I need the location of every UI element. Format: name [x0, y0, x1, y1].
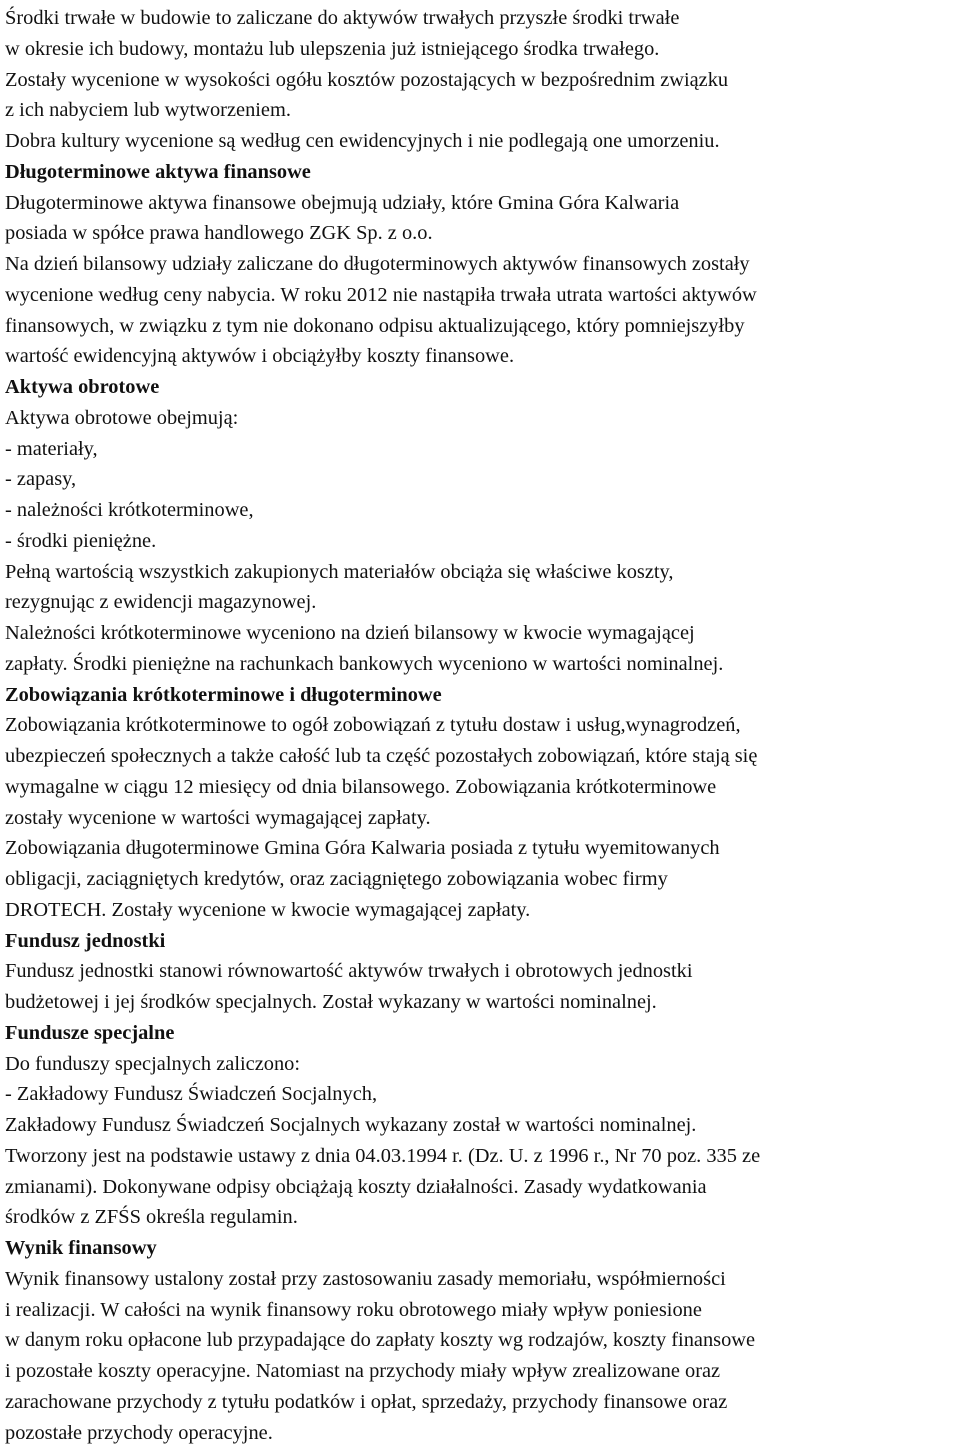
text-line: Zostały wycenione w wysokości ogółu kosztów pozostających w bezpośrednim związku — [5, 65, 960, 96]
text-line: Zakładowy Fundusz Świadczeń Socjalnych wykazany został w wartości nominalnej. — [5, 1110, 960, 1141]
text-line: środków z ZFŚS określa regulamin. — [5, 1202, 960, 1233]
text-line: - materiały, — [5, 434, 960, 465]
section-heading: Fundusze specjalne — [5, 1018, 960, 1049]
section-heading: Wynik finansowy — [5, 1233, 960, 1264]
text-line: Pełną wartością wszystkich zakupionych materiałów obciąża się właściwe koszty, — [5, 557, 960, 588]
text-line: DROTECH. Zostały wycenione w kwocie wymagającej zapłaty. — [5, 895, 960, 926]
text-line: i realizacji. W całości na wynik finansowy roku obrotowego miały wpływ poniesione — [5, 1295, 960, 1326]
section-heading: Aktywa obrotowe — [5, 372, 960, 403]
text-line: z ich nabyciem lub wytworzeniem. — [5, 95, 960, 126]
text-line: Zobowiązania krótkoterminowe to ogół zobowiązań z tytułu dostaw i usług,wynagrodzeń, — [5, 710, 960, 741]
text-line: zmianami). Dokonywane odpisy obciążają koszty działalności. Zasady wydatkowania — [5, 1172, 960, 1203]
text-line: budżetowej i jej środków specjalnych. Został wykazany w wartości nominalnej. — [5, 987, 960, 1018]
text-line: Należności krótkoterminowe wyceniono na dzień bilansowy w kwocie wymagającej — [5, 618, 960, 649]
section-heading: Długoterminowe aktywa finansowe — [5, 157, 960, 188]
text-line: wycenione według ceny nabycia. W roku 2012 nie nastąpiła trwała utrata wartości aktywów — [5, 280, 960, 311]
text-line: zarachowane przychody z tytułu podatków i opłat, sprzedaży, przychody finansowe oraz — [5, 1387, 960, 1418]
text-line: wartość ewidencyjną aktywów i obciążyłby koszty finansowe. — [5, 341, 960, 372]
text-line: ubezpieczeń społecznych a także całość lub ta część pozostałych zobowiązań, które stają się — [5, 741, 960, 772]
text-line: pozostałe przychody operacyjne. — [5, 1418, 960, 1448]
text-line: zapłaty. Środki pieniężne na rachunkach bankowych wyceniono w wartości nominalnej. — [5, 649, 960, 680]
text-line: - należności krótkoterminowe, — [5, 495, 960, 526]
text-line: Dobra kultury wycenione są według cen ewidencyjnych i nie podlegają one umorzeniu. — [5, 126, 960, 157]
text-line: wymagalne w ciągu 12 miesięcy od dnia bilansowego. Zobowiązania krótkoterminowe — [5, 772, 960, 803]
section-heading: Zobowiązania krótkoterminowe i długoterminowe — [5, 680, 960, 711]
text-line: finansowych, w związku z tym nie dokonano odpisu aktualizującego, który pomniejszyłby — [5, 311, 960, 342]
text-line: Zobowiązania długoterminowe Gmina Góra Kalwaria posiada z tytułu wyemitowanych — [5, 833, 960, 864]
text-line: zostały wycenione w wartości wymagającej zapłaty. — [5, 803, 960, 834]
text-line: Środki trwałe w budowie to zaliczane do aktywów trwałych przyszłe środki trwałe — [5, 3, 960, 34]
text-line: Aktywa obrotowe obejmują: — [5, 403, 960, 434]
text-line: w danym roku opłacone lub przypadające do zapłaty koszty wg rodzajów, koszty finansowe — [5, 1325, 960, 1356]
text-line: rezygnując z ewidencji magazynowej. — [5, 587, 960, 618]
text-line: Wynik finansowy ustalony został przy zastosowaniu zasady memoriału, współmierności — [5, 1264, 960, 1295]
text-line: obligacji, zaciągniętych kredytów, oraz zaciągniętego zobowiązania wobec firmy — [5, 864, 960, 895]
text-line: Do funduszy specjalnych zaliczono: — [5, 1049, 960, 1080]
text-line: - zapasy, — [5, 464, 960, 495]
text-line: Na dzień bilansowy udziały zaliczane do długoterminowych aktywów finansowych zostały — [5, 249, 960, 280]
text-line: i pozostałe koszty operacyjne. Natomiast na przychody miały wpływ zrealizowane oraz — [5, 1356, 960, 1387]
text-line: posiada w spółce prawa handlowego ZGK Sp. z o.o. — [5, 218, 960, 249]
text-line: - środki pieniężne. — [5, 526, 960, 557]
text-line: Długoterminowe aktywa finansowe obejmują udziały, które Gmina Góra Kalwaria — [5, 188, 960, 219]
text-line: w okresie ich budowy, montażu lub ulepszenia już istniejącego środka trwałego. — [5, 34, 960, 65]
section-heading: Fundusz jednostki — [5, 926, 960, 957]
document-page — [0, 3, 960, 1407]
text-line: - Zakładowy Fundusz Świadczeń Socjalnych, — [5, 1079, 960, 1110]
text-line: Tworzony jest na podstawie ustawy z dnia 04.03.1994 r. (Dz. U. z 1996 r., Nr 70 poz. 335 ze — [5, 1141, 960, 1172]
text-line: Fundusz jednostki stanowi równowartość aktywów trwałych i obrotowych jednostki — [5, 956, 960, 987]
